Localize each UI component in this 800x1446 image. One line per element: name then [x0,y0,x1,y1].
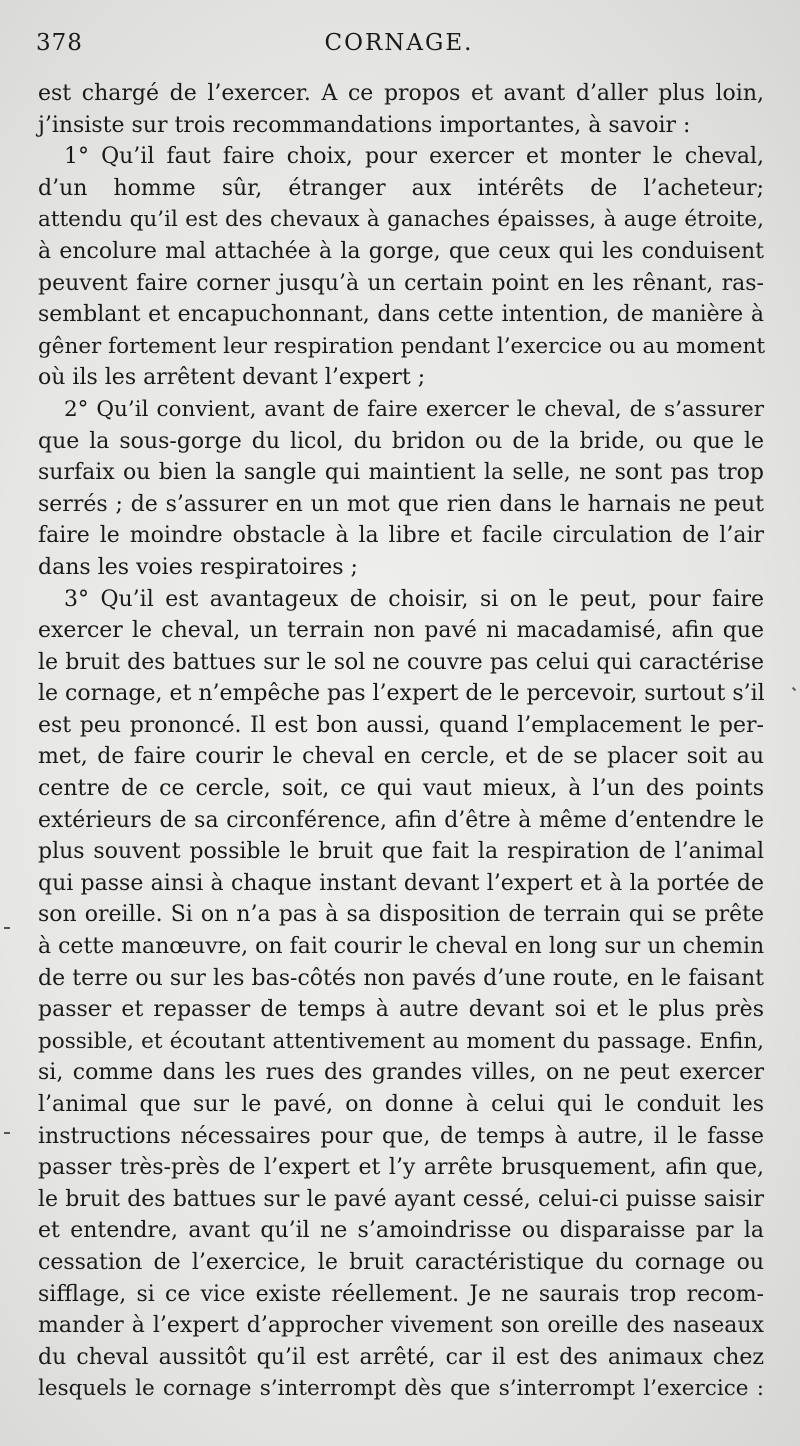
text-line: exercer le cheval, un terrain non pavé ni macadamisé, afin que [38,618,764,644]
page-header [36,30,762,64]
text-line: que la sous-gorge du licol, du bridon ou de la bride, ou que le [38,428,764,454]
text-line: faire le moindre obstacle à la libre et facile circulation de l’air [38,523,764,549]
text-line: centre de ce cercle, soit, ce qui vaut mieux, à l’un des points [38,776,764,802]
text-line: instructions nécessaires pour que, de temps à autre, il le fasse [38,1123,764,1149]
text-line: gêner fortement leur respiration pendant l’exercice ou au moment [38,333,765,359]
text-line: semblant et encapuchonnant, dans cette intention, de manière à [38,302,764,328]
text-line: 3° Qu’il est avantageux de choisir, si on le peut, pour faire [64,586,764,612]
text-line: extérieurs de sa circonférence, afin d’être à même d’entendre le [38,807,764,833]
text-line: serrés ; de s’assurer en un mot que rien dans le harnais ne peut [38,491,764,517]
text-line: j’insiste sur trois recommandations importantes, à savoir : [38,112,691,138]
margin-mark [4,1132,10,1134]
text-line: est chargé de l’exercer. A ce propos et avant d’aller plus loin, [38,81,764,106]
margin-mark [792,687,796,691]
text-line: peuvent faire corner jusqu’à un certain point en les rênant, ras- [38,270,764,296]
text-line: le bruit des battues sur le pavé ayant cessé, celui-ci puisse saisir [38,1186,764,1212]
text-line: si, comme dans les rues des grandes villes, on ne peut exercer [38,1060,764,1086]
text-line: surfaix ou bien la sangle qui maintient la selle, ne sont pas trop [38,460,764,486]
page-number: 378 [36,30,83,56]
text-line: son oreille. Si on n’a pas à sa disposition de terrain qui se prête [38,902,764,928]
text-line: lesquels le cornage s’interrompt dès que s’interrompt l’exercice : [38,1376,764,1402]
text-line: met, de faire courir le cheval en cercle, et de se placer soit au [38,744,764,770]
text-line: mander à l’expert d’approcher vivement son oreille des naseaux [38,1313,764,1339]
text-line: cessation de l’exercice, le bruit caractéristique du cornage ou [38,1249,764,1275]
margin-mark [4,927,10,929]
running-title: CORNAGE. [324,30,474,56]
text-line: sifflage, si ce vice existe réellement. Je ne saurais trop recom- [38,1281,764,1307]
text-line: qui passe ainsi à chaque instant devant l’expert et à la portée de [38,870,764,896]
text-line: à cette manœuvre, on fait courir le cheval en long sur un chemin [38,934,765,960]
text-line: dans les voies respiratoires ; [38,554,358,580]
text-line: l’animal que sur le pavé, on donne à celui qui le conduit les [38,1092,764,1117]
text-line: à encolure mal attachée à la gorge, que ceux qui les conduisent [38,238,764,264]
text-line: de terre ou sur les bas-côtés non pavés d’une route, en le faisant [38,965,764,991]
text-line: attendu qu’il est des chevaux à ganaches épaisses, à auge étroite, [38,207,764,233]
text-line: où ils les arrêtent devant l’expert ; [38,365,426,391]
text-line: du cheval aussitôt qu’il est arrêté, car il est des animaux chez [38,1344,764,1370]
text-line: 2° Qu’il convient, avant de faire exercer le cheval, de s’assurer [64,396,764,422]
body-text [38,78,764,1405]
text-line: 1° Qu’il faut faire choix, pour exercer et monter le cheval, [64,144,764,170]
text-line: d’un homme sûr, étranger aux intérêts de l’acheteur; [38,175,764,201]
text-line: le bruit des battues sur le sol ne couvre pas celui qui caractérise [38,649,764,675]
text-line: passer très-près de l’expert et l’y arrête brusquement, afin que, [38,1155,764,1181]
text-line: passer et repasser de temps à autre devant soi et le plus près [38,997,764,1023]
text-line: plus souvent possible le bruit que fait la respiration de l’animal [38,839,764,865]
text-line: et entendre, avant qu’il ne s’amoindrisse ou disparaisse par la [38,1218,764,1244]
text-line: est peu prononcé. Il est bon aussi, quand l’emplacement le per- [38,712,764,738]
text-line: possible, et écoutant attentivement au moment du passage. Enfin, [38,1028,764,1054]
text-line: le cornage, et n’empêche pas l’expert de le percevoir, surtout s’il [38,681,765,707]
